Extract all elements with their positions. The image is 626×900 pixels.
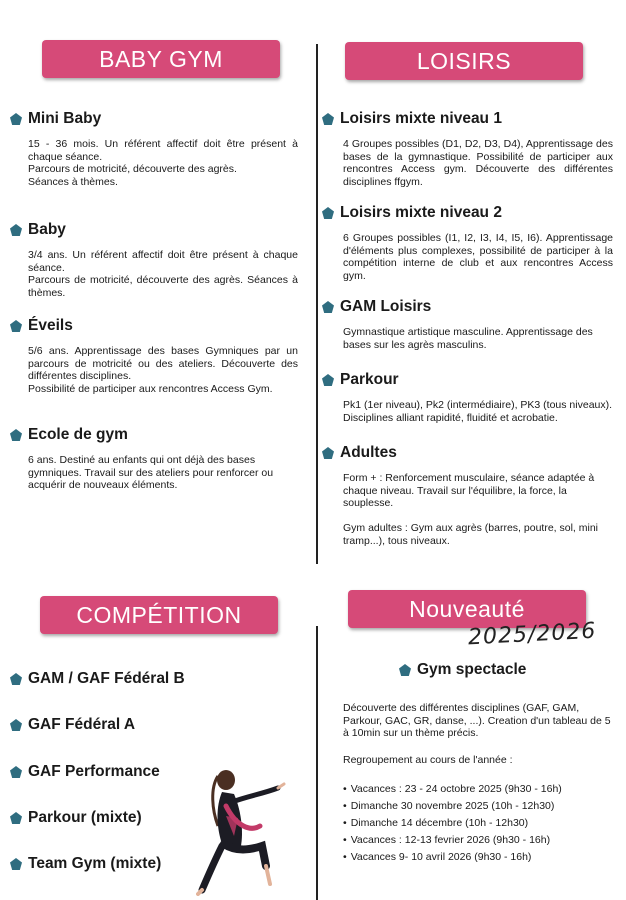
section-ecole-de-gym	[10, 426, 128, 444]
list-item: • Dimanche 14 décembre (10h - 12h30)	[343, 815, 562, 832]
section-title: Loisirs mixte niveau 2	[340, 204, 502, 221]
baby-text	[28, 249, 298, 299]
competition-label: GAM / GAF Fédéral B	[28, 670, 185, 687]
regroupement-text	[343, 754, 615, 767]
section-title: Adultes	[340, 444, 397, 461]
competition-item	[10, 763, 160, 781]
baby-gym-banner	[42, 40, 280, 78]
pentagon-bullet-icon	[10, 766, 22, 778]
list-item: • Vacances : 23 - 24 octobre 2025 (9h30 - 16h)	[343, 781, 562, 798]
adultes-text	[343, 472, 615, 510]
gymnast-head	[217, 770, 235, 790]
section-text: Gymnastique artistique masculine. Apprentissage des bases sur les agrès masculins.	[343, 326, 593, 351]
pentagon-bullet-icon	[10, 320, 22, 332]
section-loisirs-niveau-1	[322, 110, 502, 128]
gymnast-foot-2	[198, 890, 202, 894]
pentagon-bullet-icon	[10, 224, 22, 236]
pentagon-bullet-icon	[10, 812, 22, 824]
section-adultes	[322, 444, 397, 462]
section-mini-baby	[10, 110, 101, 128]
section-text: 5/6 ans. Apprentissage des bases Gymniques par un parcours de motricité ou des ateliers. Découverte des différentes disciplines. Possibilité de participer aux rencontres Access Gym.	[28, 345, 298, 395]
loisirs-title: LOISIRS	[416, 47, 512, 74]
pentagon-bullet-icon	[322, 447, 334, 459]
nouveaute-title: Nouveauté	[409, 595, 525, 622]
competition-banner	[40, 596, 278, 634]
section-title: Éveils	[28, 317, 73, 334]
gymnast-hair	[213, 776, 218, 826]
pentagon-bullet-icon	[322, 374, 334, 386]
competition-item	[10, 855, 161, 873]
section-gym-spectacle	[399, 661, 526, 679]
pentagon-bullet-icon	[10, 429, 22, 441]
gymnast-photo	[196, 766, 288, 896]
gam-loisirs-text	[343, 326, 613, 351]
loisirs-banner	[345, 42, 583, 80]
adultes-text-2	[343, 522, 615, 547]
section-title: Mini Baby	[28, 110, 102, 127]
gymnast-foot	[266, 866, 270, 884]
mini-baby-text	[28, 138, 298, 188]
section-title: Gym spectacle	[417, 661, 527, 678]
gymnast-arm	[232, 788, 278, 802]
gym-spectacle-text	[343, 702, 615, 740]
dates-list	[343, 781, 562, 866]
nouveaute-year: 2025/2026	[467, 618, 597, 651]
section-text: Pk1 (1er niveau), Pk2 (intermédiaire), PK3 (tous niveaux). Disciplines alliant rapidité, fluidité et acrobatie.	[343, 399, 613, 424]
section-text: 6 Groupes possibles (I1, I2, I3, I4, I5, I6). Apprentissage d'éléments plus complexes, possibilité de participer à la compétition interne de club et aux rencontres Access gym.	[343, 232, 613, 282]
top-divider	[316, 44, 318, 564]
section-text: 6 ans. Destiné au enfants qui ont déjà des bases gymniques. Travail sur des ateliers pour renforcer ou acquérir de nouveaux éléments.	[28, 454, 274, 492]
pentagon-bullet-icon	[10, 113, 22, 125]
baby-gym-title: BABY GYM	[99, 45, 223, 72]
pentagon-bullet-icon	[322, 301, 334, 313]
pentagon-bullet-icon	[322, 113, 334, 125]
loisirs-niveau-2-text	[343, 232, 613, 282]
section-text: Regroupement au cours de l'année :	[343, 754, 513, 766]
section-title: Parkour	[340, 371, 399, 388]
section-text: Form + : Renforcement musculaire, séance adaptée à chaque niveau. Travail sur l'équilibre, la force, la souplesse.	[343, 472, 595, 510]
section-text: Gym adultes : Gym aux agrès (barres, poutre, sol, mini tramp...), tous niveaux.	[343, 522, 599, 547]
list-item: • Vacances : 12-13 fevrier 2026 (9h30 - 16h)	[343, 832, 562, 849]
section-text: 15 - 36 mois. Un référent affectif doit être présent à chaque séance. Parcours de motricité, découverte des agrès. Séances à thèmes.	[28, 138, 298, 188]
section-eveils	[10, 317, 73, 335]
section-loisirs-niveau-2	[322, 204, 502, 222]
gymnast-hand	[278, 784, 284, 788]
ecole-de-gym-text	[28, 454, 298, 492]
section-gam-loisirs	[322, 298, 431, 316]
eveils-text	[28, 345, 298, 395]
competition-label: Parkour (mixte)	[28, 809, 142, 826]
competition-label: Team Gym (mixte)	[28, 855, 162, 872]
list-item: • Dimanche 30 novembre 2025 (10h - 12h30)	[343, 798, 562, 815]
gymnast-leg-2	[202, 846, 222, 890]
section-baby	[10, 221, 66, 239]
pentagon-bullet-icon	[10, 858, 22, 870]
parkour-text	[343, 399, 613, 424]
section-title: Baby	[28, 221, 66, 238]
section-title: GAM Loisirs	[340, 298, 432, 315]
competition-label: GAF Performance	[28, 763, 160, 780]
competition-item	[10, 809, 142, 827]
competition-item	[10, 670, 185, 688]
list-item: • Vacances 9- 10 avril 2026 (9h30 - 16h)	[343, 849, 562, 866]
section-text: Découverte des différentes disciplines (GAF, GAM, Parkour, GAC, GR, danse, ...). Creation d'un tableau de 5 à 10min sur un thème précis.	[343, 702, 611, 740]
competition-title: COMPÉTITION	[76, 601, 242, 628]
pentagon-bullet-icon	[399, 664, 411, 676]
section-text: 3/4 ans. Un référent affectif doit être présent à chaque séance. Parcours de motricité, découverte des agrès. Séances à thèmes.	[28, 249, 298, 299]
pentagon-bullet-icon	[10, 673, 22, 685]
section-parkour	[322, 371, 399, 389]
pentagon-bullet-icon	[322, 207, 334, 219]
competition-item	[10, 716, 135, 734]
section-title: Ecole de gym	[28, 426, 128, 443]
bottom-divider	[316, 626, 318, 900]
section-title: Loisirs mixte niveau 1	[340, 110, 502, 127]
loisirs-niveau-1-text	[343, 138, 613, 188]
gymnast-leg	[224, 844, 266, 866]
section-text: 4 Groupes possibles (D1, D2, D3, D4), Apprentissage des bases de la gymnastique. Possibilité de participer aux rencontres Access gym. Découverte des différentes disciplines ffgym.	[343, 138, 613, 188]
pentagon-bullet-icon	[10, 719, 22, 731]
competition-label: GAF Fédéral A	[28, 716, 136, 733]
